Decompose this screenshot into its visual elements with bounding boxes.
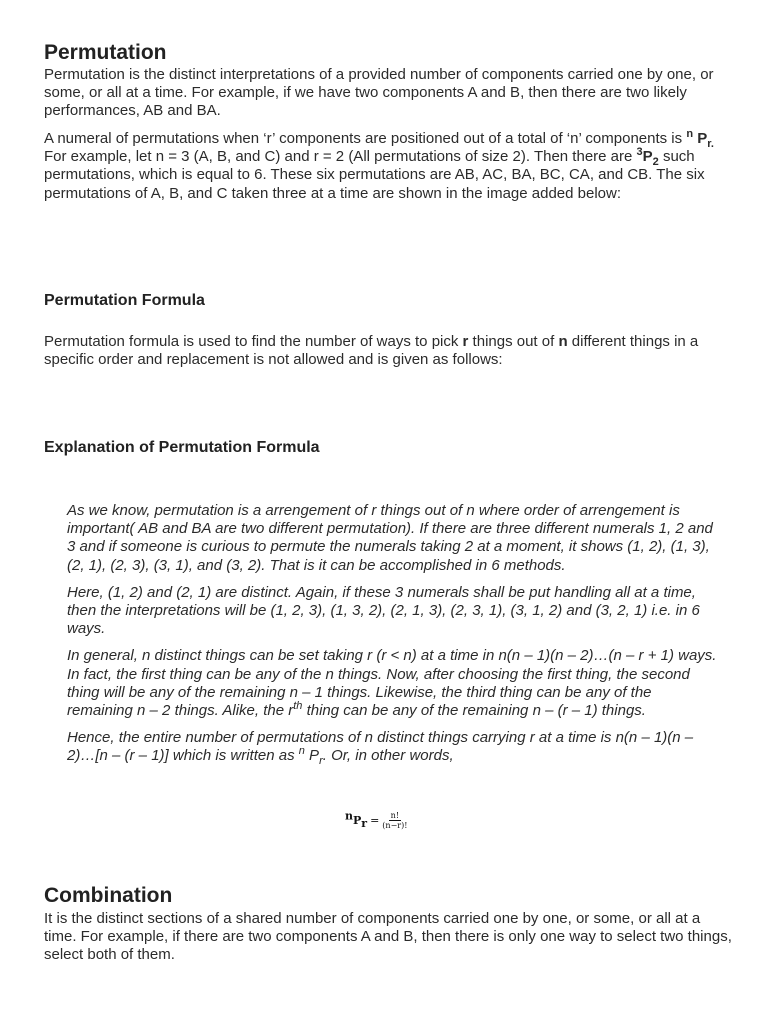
permutation-count-paragraph: A numeral of permutations when ‘r’ components are positioned out of a total of ‘n’ components is $^n$ $P_{r.}$ For example, let n = 3 (A, B, and C) and r = 2 (All permutations of size 2). Then there are $^3P_2$ such permutations, which is equal to 6. These six permutations are AB, AC, BA, BC, CA, and CB. The six permutations of A, B, and C taken three at a time are shown in the image added below: [44, 128, 714, 202]
explanation-paragraph-2: Here, (1, 2) and (2, 1) are distinct. Again, if these 3 numerals shall be put handling all at a time, then the interpretations will be (1, 2, 3), (1, 3, 2), (2, 1, 3), (2, 3, 1), (3, 1, 2) and (3, 2, 1) i.e. in 6 ways. [67, 583, 700, 638]
permutation-formula-heading: Permutation Formula [44, 292, 205, 309]
explanation-heading: Explanation of Permutation Formula [44, 439, 320, 456]
explanation-paragraph-1: As we know, permutation is a arrengement of r things out of n where order of arrengement is important( AB and BA are two different permutation). If there are three different numerals 1, 2 and 3 and if someone is curious to permute the numerals taking 2 at a moment, it shows (1, 2), (1, 3), (2, 1), (2, 3), (3, 1), and (3, 2). That is it can be accomplished in 6 methods. [67, 502, 713, 574]
permutation-formula-paragraph: Permutation formula is used to find the number of ways to pick r things out of n different things in a specific order and replacement is not allowed and is given as follows: [44, 333, 699, 369]
explanation-paragraph-4: Hence, the entire number of permutations of n distinct things carrying r at a time is n(n – 1)(n – 2)…[n – (r – 1)] which is written as $^n$ $P_r$. Or, in other words, [67, 729, 694, 768]
combination-intro-paragraph: It is the distinct sections of a shared number of components carried one by one, or some, or all at a time. For example, if there are two components A and B, then there is only one way to select two things, select both of them. [44, 910, 732, 964]
permutation-heading: Permutation [44, 41, 167, 64]
permutation-formula-equation: $^nP_r$ = $\frac{n!}{(n-r)!}$ [345, 809, 408, 831]
permutation-intro-paragraph: Permutation is the distinct interpretations of a provided number of components carried one by one, or some, or all at a time. For example, if we have two components A and B, then there are two likely performances, AB and BA. [44, 66, 714, 120]
explanation-paragraph-3: In general, n distinct things can be set taking r (r < n) at a time in n(n – 1)(n – 2)…(n – r + 1) ways. In fact, the first thing can be any of the n things. Now, after choosing the first thing, the second thing will be any of the remaining n – 1 things. Likewise, the third thing can be any of the remaining n – 2 things. Alike, the $r^{th}$ thing can be any of the remaining n – (r – 1) things. [67, 647, 717, 720]
combination-heading: Combination [44, 884, 173, 907]
explanation-blockquote [67, 502, 717, 766]
